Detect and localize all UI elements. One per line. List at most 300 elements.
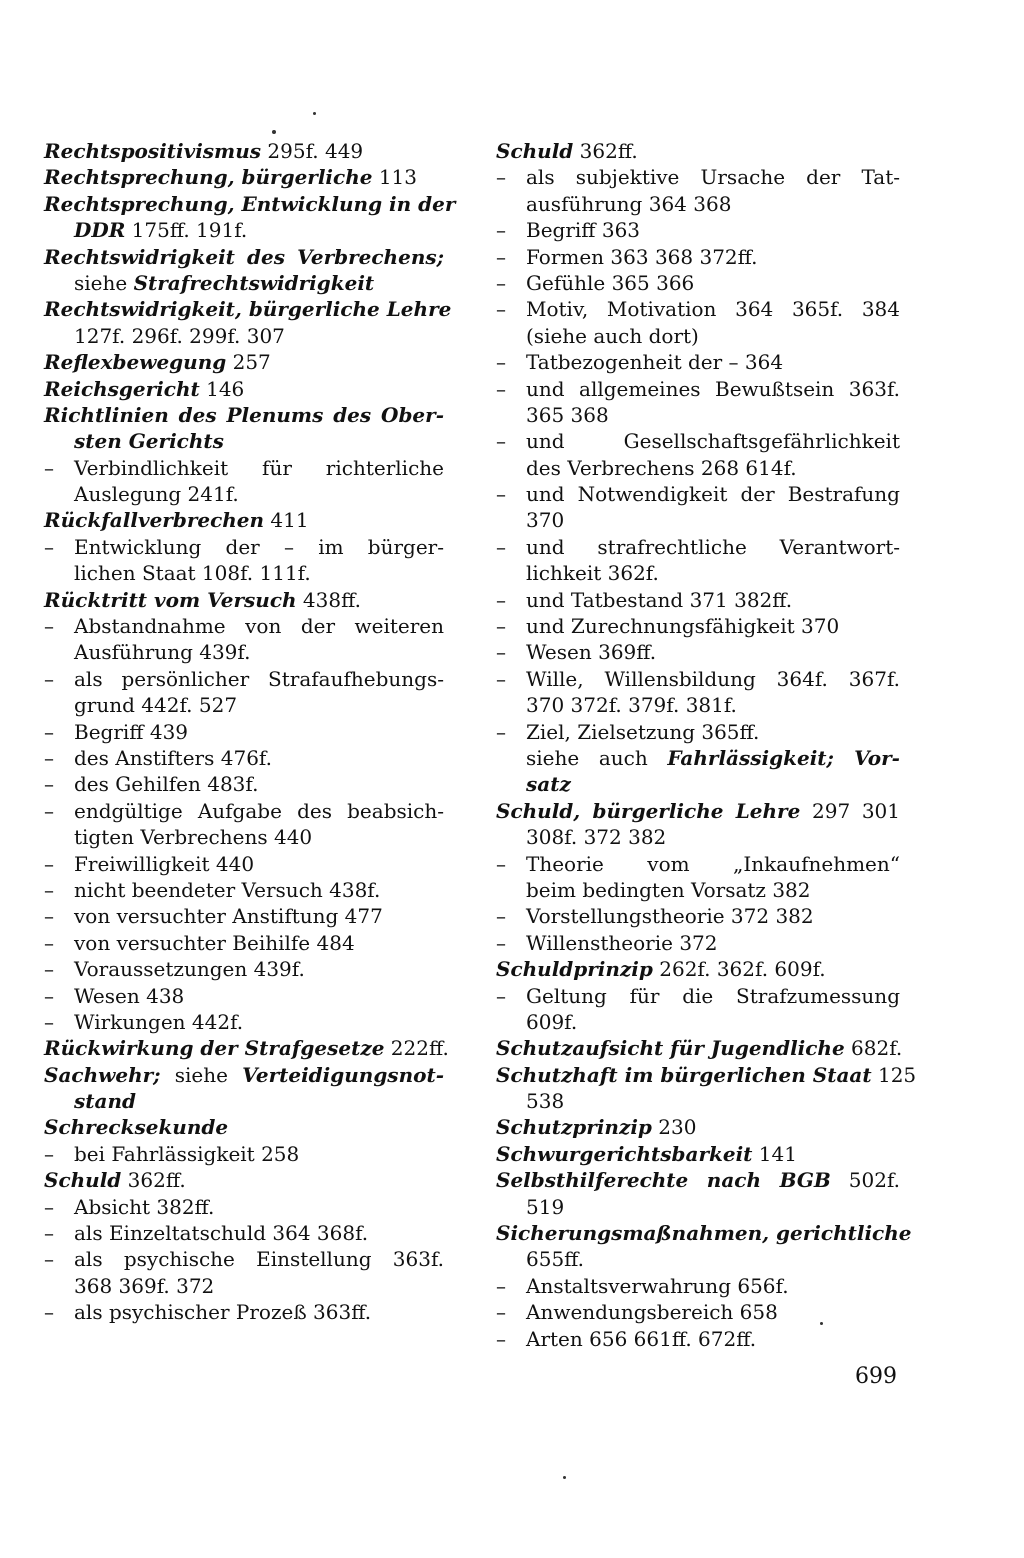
- entry-text: [526, 877, 811, 903]
- subentry-dash: –: [44, 614, 54, 639]
- subentry-dash: –: [44, 1141, 54, 1166]
- index-continuation-line: [496, 771, 900, 797]
- entry-text: [526, 1326, 756, 1352]
- page-reference: 519: [526, 1194, 565, 1219]
- index-subentry-line: [496, 1299, 900, 1325]
- page-reference: 362ff.: [573, 139, 638, 163]
- index-continuation-line: [44, 1273, 444, 1299]
- entry-text: [74, 745, 272, 771]
- index-subentry-line: [496, 1273, 900, 1299]
- entry-text: [526, 983, 900, 1009]
- index-continuation-line: [44, 560, 444, 586]
- index-subentry-line: [44, 771, 444, 797]
- index-subentry-line: [44, 798, 444, 824]
- entry-text: [526, 191, 731, 217]
- index-subentry-line: [496, 983, 900, 1009]
- entry-text: [526, 692, 737, 718]
- entry-text: [44, 587, 361, 613]
- index-subentry-line: [496, 587, 900, 613]
- index-subentry-line: [496, 639, 900, 665]
- index-entry-line: [44, 507, 444, 533]
- subentry-dash: –: [44, 1009, 54, 1034]
- index-continuation-line: [44, 824, 444, 850]
- index-entry-line: [44, 244, 444, 270]
- entry-text: [526, 428, 900, 454]
- index-entry-line: [44, 296, 452, 322]
- page-reference: als subjektive Ursache der Tat-: [526, 165, 900, 190]
- index-term: Schutzprinzip: [496, 1115, 652, 1140]
- index-entry-line: [44, 191, 456, 217]
- entry-text: [44, 164, 417, 190]
- entry-text: [526, 613, 839, 639]
- index-subentry-line: [496, 296, 900, 322]
- entry-text: [74, 719, 188, 745]
- entry-text: [74, 1088, 136, 1114]
- index-continuation-line: [496, 1009, 900, 1035]
- entry-text: [526, 903, 814, 929]
- index-entry-line: [44, 138, 444, 164]
- index-entry-line: [44, 376, 444, 402]
- entry-text: [74, 930, 355, 956]
- index-subentry-line: [496, 1326, 900, 1352]
- entry-text: [74, 217, 247, 243]
- entry-text: [496, 1141, 797, 1167]
- page-reference: als psychischer Prozeß 363ff.: [74, 1300, 372, 1325]
- subentry-dash: –: [496, 719, 506, 744]
- subentry-dash: –: [44, 798, 54, 823]
- entry-text: [526, 666, 900, 692]
- subentry-dash: –: [496, 1326, 506, 1351]
- index-term: Rückfallverbrechen: [44, 508, 265, 533]
- index-entry-line: [44, 349, 444, 375]
- page-reference: 502f.: [830, 1168, 900, 1193]
- subentry-dash: –: [44, 851, 54, 876]
- entry-text: [496, 956, 826, 982]
- index-term: Richtlinien des Plenums des Ober-: [44, 402, 444, 427]
- index-term: Selbsthilferechte nach BGB: [496, 1168, 831, 1193]
- index-continuation-line: [496, 1194, 900, 1220]
- entry-text: [526, 587, 792, 613]
- index-continuation-line: [44, 639, 444, 665]
- print-speck: [820, 1322, 823, 1325]
- entry-text: [496, 1220, 912, 1246]
- index-subentry-line: [44, 1009, 444, 1035]
- index-continuation-line: [44, 270, 444, 296]
- index-entry-line: [496, 1141, 900, 1167]
- subentry-dash: –: [44, 1194, 54, 1219]
- subentry-dash: –: [496, 1273, 506, 1298]
- index-subentry-line: [496, 719, 900, 745]
- subentry-dash: –: [44, 1247, 54, 1272]
- entry-text: [496, 1167, 900, 1193]
- index-term: Rechtsprechung, bürgerliche: [44, 165, 373, 190]
- subentry-dash: –: [44, 534, 54, 559]
- entry-text: [44, 296, 452, 322]
- entry-text: [74, 666, 444, 692]
- index-term: Schuld, bürgerliche Lehre: [496, 798, 801, 823]
- page-reference: 365 368: [526, 402, 609, 427]
- index-entry-line: [496, 1220, 912, 1246]
- page-reference: Entwicklung der – im bürger-: [74, 534, 444, 559]
- index-term: Rechtswidrigkeit des Verbrechens;: [44, 244, 444, 269]
- page-reference: von versuchter Anstiftung 477: [74, 904, 383, 929]
- entry-text: [44, 376, 244, 402]
- entry-text: [526, 217, 640, 243]
- page-reference: siehe: [74, 270, 134, 295]
- entry-text: [496, 1062, 917, 1088]
- entry-text: [526, 481, 900, 507]
- index-subentry-line: [44, 903, 444, 929]
- index-term: Rechtspositivismus: [44, 139, 262, 163]
- index-continuation-line: [44, 481, 444, 507]
- index-term: Schuld: [496, 139, 574, 163]
- page-reference: und Tatbestand 371 382ff.: [526, 587, 793, 612]
- index-subentry-line: [44, 851, 444, 877]
- subentry-dash: –: [44, 772, 54, 797]
- entry-text: [74, 613, 444, 639]
- index-entry-line: [44, 1167, 444, 1193]
- page-reference: bei Fahrlässigkeit 258: [74, 1141, 300, 1166]
- page-reference: 370: [526, 508, 565, 533]
- subentry-dash: –: [496, 218, 506, 243]
- index-entry-line: [496, 798, 900, 824]
- index-subentry-line: [44, 1246, 444, 1272]
- entry-text: [74, 824, 312, 850]
- entry-text: [74, 903, 383, 929]
- entry-text: [526, 771, 571, 797]
- index-column-left: [44, 138, 456, 1326]
- index-entry-line: [44, 402, 444, 428]
- subentry-dash: –: [44, 719, 54, 744]
- index-term: DDR: [74, 218, 126, 243]
- index-subentry-line: [496, 930, 900, 956]
- subentry-dash: –: [496, 376, 506, 401]
- index-column-right: [496, 138, 917, 1352]
- index-continuation-line: [496, 323, 900, 349]
- index-continuation-line: [496, 507, 900, 533]
- entry-text: [526, 851, 900, 877]
- page-reference: 297 301: [800, 798, 900, 823]
- page-reference: Willenstheorie 372: [526, 930, 718, 955]
- page-number: 699: [855, 1364, 897, 1389]
- page-reference: ausführung 364 368: [526, 191, 732, 216]
- index-subentry-line: [496, 851, 900, 877]
- page-reference: Wesen 438: [74, 983, 185, 1008]
- index-term: Sicherungsmaßnahmen, gerichtliche: [496, 1221, 912, 1246]
- index-continuation-line: [496, 824, 900, 850]
- entry-text: [526, 402, 609, 428]
- index-entry-line: [496, 138, 900, 164]
- subentry-dash: –: [496, 1300, 506, 1325]
- entry-text: [74, 1220, 368, 1246]
- print-speck: [272, 130, 276, 134]
- page-reference: Ziel, Zielsetzung 365ff.: [526, 719, 760, 744]
- index-term: Strafrechtswidrigkeit: [133, 270, 375, 295]
- page-reference: 370 372f. 379f. 381f.: [526, 693, 737, 718]
- page-reference: Anwendungsbereich 658: [526, 1300, 778, 1325]
- page-reference: Verbindlichkeit für richterliche: [74, 455, 444, 480]
- entry-text: [526, 296, 900, 322]
- index-continuation-line: [496, 1246, 900, 1272]
- index-term: Schrecksekunde: [44, 1115, 229, 1140]
- entry-text: [526, 244, 758, 270]
- entry-text: [44, 349, 271, 375]
- entry-text: [44, 1062, 444, 1088]
- entry-text: [526, 1088, 564, 1114]
- entry-text: [44, 1035, 449, 1061]
- index-continuation-line: [496, 1088, 900, 1114]
- entry-text: [526, 1246, 584, 1272]
- print-speck: [563, 1476, 566, 1479]
- page-reference: 222ff.: [384, 1036, 449, 1061]
- entry-text: [44, 244, 444, 270]
- page-reference: 141: [752, 1141, 797, 1166]
- index-subentry-line: [44, 719, 444, 745]
- entry-text: [74, 1246, 444, 1272]
- subentry-dash: –: [44, 455, 54, 480]
- page-reference: Begriff 439: [74, 719, 189, 744]
- entry-text: [526, 560, 659, 586]
- entry-text: [526, 349, 783, 375]
- page-reference: grund 442f. 527: [74, 693, 238, 718]
- entry-text: [44, 1167, 186, 1193]
- page-reference: 538: [526, 1089, 565, 1114]
- entry-text: [74, 851, 254, 877]
- page-reference: Vorstellungstheorie 372 382: [526, 904, 814, 929]
- page-reference: Gefühle 365 366: [526, 270, 695, 295]
- page-reference: als persönlicher Strafaufhebungs-: [74, 666, 444, 691]
- page-reference: 411: [264, 508, 309, 533]
- page-reference: Auslegung 241f.: [74, 482, 239, 507]
- page-reference: 175ff. 191f.: [125, 218, 248, 243]
- index-subentry-line: [44, 1141, 444, 1167]
- entry-text: [526, 1009, 577, 1035]
- index-entry-line: [44, 1035, 449, 1061]
- page-reference: Absicht 382ff.: [74, 1194, 215, 1219]
- entry-text: [526, 745, 900, 771]
- page-reference: als psychische Einstellung 363f.: [74, 1247, 444, 1272]
- entry-text: [526, 323, 699, 349]
- entry-text: [74, 692, 237, 718]
- subentry-dash: –: [496, 640, 506, 665]
- page-reference: endgültige Aufgabe des beabsich-: [74, 798, 444, 823]
- index-subentry-line: [496, 534, 900, 560]
- index-subentry-line: [44, 1299, 444, 1325]
- page-reference: 146: [199, 376, 245, 401]
- index-subentry-line: [44, 983, 444, 1009]
- index-continuation-line: [496, 877, 900, 903]
- index-continuation-line: [496, 402, 900, 428]
- entry-text: [74, 1273, 214, 1299]
- index-subentry-line: [496, 270, 900, 296]
- index-continuation-line: [44, 1088, 444, 1114]
- index-entry-line: [44, 164, 444, 190]
- page-reference: 368 369f. 372: [74, 1273, 215, 1298]
- page-reference: 438ff.: [296, 587, 361, 612]
- index-subentry-line: [496, 613, 900, 639]
- page-reference: tigten Verbrechens 440: [74, 825, 313, 850]
- page-reference: Freiwilligkeit 440: [74, 851, 255, 876]
- page-reference: Motiv, Motivation 364 365f. 384: [526, 297, 900, 322]
- index-subentry-line: [44, 455, 444, 481]
- index-subentry-line: [496, 349, 900, 375]
- index-subentry-line: [496, 244, 900, 270]
- entry-text: [44, 138, 363, 164]
- page-reference: 295f. 449: [261, 139, 364, 163]
- index-continuation-line: [496, 455, 900, 481]
- entry-text: [496, 1035, 902, 1061]
- page-reference: Ausführung 439f.: [74, 640, 251, 665]
- index-term: Schwurgerichtsbarkeit: [496, 1141, 753, 1166]
- page-reference: (siehe auch dort): [526, 323, 699, 348]
- page-reference: 125: [871, 1062, 917, 1087]
- entry-text: [74, 771, 258, 797]
- entry-text: [74, 956, 305, 982]
- page-reference: 113: [372, 165, 417, 190]
- subentry-dash: –: [44, 904, 54, 929]
- page-reference: Formen 363 368 372ff.: [526, 244, 758, 269]
- index-subentry-line: [44, 613, 444, 639]
- index-subentry-line: [496, 376, 900, 402]
- page-reference: Wesen 369ff.: [526, 640, 657, 665]
- page-reference: und Notwendigkeit der Bestrafung: [526, 482, 900, 507]
- page-reference: siehe: [160, 1062, 243, 1087]
- entry-text: [526, 1299, 778, 1325]
- page-reference: Wirkungen 442f.: [74, 1009, 244, 1034]
- page-reference: und allgemeines Bewußtsein 363f.: [526, 376, 900, 401]
- page-reference: 362ff.: [121, 1168, 186, 1193]
- index-term: Verteidigungsnot-: [242, 1062, 444, 1087]
- subentry-dash: –: [496, 904, 506, 929]
- subentry-dash: –: [44, 957, 54, 982]
- entry-text: [496, 138, 638, 164]
- page-reference: 262f. 362f. 609f.: [652, 957, 826, 982]
- page-reference: des Verbrechens 268 614f.: [526, 455, 797, 480]
- index-term: stand: [74, 1089, 136, 1114]
- subentry-dash: –: [496, 165, 506, 190]
- entry-text: [526, 1194, 564, 1220]
- index-term: Rücktritt vom Versuch: [44, 587, 297, 612]
- index-term: sten Gerichts: [74, 429, 224, 454]
- entry-text: [74, 560, 311, 586]
- index-continuation-line: [496, 191, 900, 217]
- index-subentry-line: [496, 903, 900, 929]
- entry-text: [74, 1299, 371, 1325]
- entry-text: [74, 1141, 299, 1167]
- subentry-dash: –: [496, 587, 506, 612]
- index-subentry-line: [496, 164, 900, 190]
- page-reference: lichkeit 362f.: [526, 561, 659, 586]
- index-entry-line: [496, 1035, 903, 1061]
- index-term: Reichsgericht: [44, 376, 200, 401]
- subentry-dash: –: [496, 930, 506, 955]
- page-reference: Geltung für die Strafzumessung: [526, 983, 900, 1008]
- entry-text: [44, 507, 309, 533]
- index-entry-line: [496, 1167, 900, 1193]
- index-entry-line: [44, 1062, 444, 1088]
- page-reference: Anstaltsverwahrung 656f.: [526, 1273, 789, 1298]
- entry-text: [44, 1114, 228, 1140]
- page-reference: als Einzeltatschuld 364 368f.: [74, 1221, 369, 1246]
- index-entry-line: [496, 956, 900, 982]
- subentry-dash: –: [44, 877, 54, 902]
- subentry-dash: –: [496, 666, 506, 691]
- subentry-dash: –: [44, 666, 54, 691]
- page-reference: und Zurechnungsfähigkeit 370: [526, 614, 840, 639]
- subentry-dash: –: [496, 851, 506, 876]
- entry-text: [74, 455, 444, 481]
- entry-text: [526, 507, 564, 533]
- page-reference: beim bedingten Vorsatz 382: [526, 877, 811, 902]
- entry-text: [526, 639, 656, 665]
- index-term: Rechtswidrigkeit, bürgerliche Lehre: [44, 297, 452, 322]
- page-reference: 682f.: [844, 1036, 903, 1061]
- index-term: Schutzaufsicht für Jugendliche: [496, 1036, 845, 1061]
- index-subentry-line: [44, 666, 444, 692]
- entry-text: [526, 534, 900, 560]
- subentry-dash: –: [496, 534, 506, 559]
- page-reference: lichen Staat 108f. 111f.: [74, 561, 311, 586]
- index-continuation-line: [44, 428, 444, 454]
- entry-text: [74, 1194, 214, 1220]
- subentry-dash: –: [44, 1300, 54, 1325]
- entry-text: [496, 798, 900, 824]
- index-subentry-line: [496, 428, 900, 454]
- index-term: Rechtsprechung, Entwicklung in der: [44, 191, 456, 216]
- index-subentry-line: [496, 666, 900, 692]
- entry-text: [74, 639, 250, 665]
- entry-text: [74, 1009, 243, 1035]
- page-reference: Tatbezogenheit der – 364: [526, 350, 784, 375]
- index-term: Reflexbewegung: [44, 350, 227, 375]
- entry-text: [526, 455, 797, 481]
- subentry-dash: –: [44, 745, 54, 770]
- subentry-dash: –: [44, 930, 54, 955]
- page-reference: nicht beendeter Versuch 438f.: [74, 877, 381, 902]
- index-term: Sachwehr;: [44, 1062, 161, 1087]
- index-subentry-line: [44, 1220, 444, 1246]
- index-continuation-line: [496, 692, 900, 718]
- subentry-dash: –: [44, 1221, 54, 1246]
- page-reference: Arten 656 661ff. 672ff.: [526, 1326, 757, 1351]
- index-term: Schuld: [44, 1168, 122, 1193]
- index-continuation-line: [44, 323, 444, 349]
- page-reference: 308f. 372 382: [526, 825, 667, 850]
- entry-text: [74, 877, 380, 903]
- page-reference: und strafrechtliche Verantwort-: [526, 534, 900, 559]
- index-subentry-line: [44, 1194, 444, 1220]
- index-term: Rückwirkung der Strafgesetze: [44, 1036, 385, 1061]
- index-term: satz: [526, 772, 571, 797]
- index-entry-line: [496, 1114, 900, 1140]
- subentry-dash: –: [496, 482, 506, 507]
- page-reference: und Gesellschaftsgefährlichkeit: [526, 429, 900, 454]
- entry-text: [526, 270, 694, 296]
- index-subentry-line: [44, 534, 444, 560]
- index-term: Fahrlässigkeit; Vor-: [667, 745, 900, 770]
- index-subentry-line: [44, 745, 444, 771]
- entry-text: [526, 376, 900, 402]
- index-subentry-line: [44, 877, 444, 903]
- index-subentry-line: [44, 956, 444, 982]
- entry-text: [496, 1114, 696, 1140]
- index-continuation-line: [496, 560, 900, 586]
- index-continuation-line: [44, 217, 444, 243]
- subentry-dash: –: [496, 983, 506, 1008]
- print-speck: [313, 112, 316, 115]
- index-entry-line: [44, 1114, 444, 1140]
- page-reference: siehe auch: [526, 745, 668, 770]
